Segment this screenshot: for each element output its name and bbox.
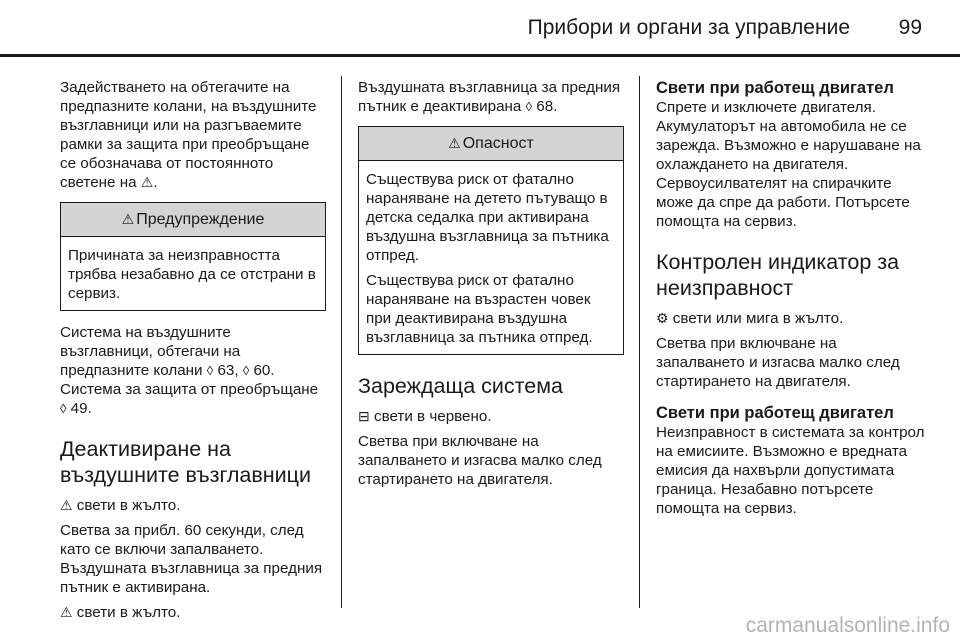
warning-text: Причината за неизправността трябва незабавно да се отстрани в сервиз. xyxy=(68,247,316,302)
airbag-icon: ⚠ xyxy=(140,174,154,190)
ref-arrow-icon: ◊ xyxy=(60,401,67,416)
status-line: ⚠ свети в жълто. xyxy=(60,604,181,621)
paragraph: Неизправност в системата за контрол на емисиите. Възможно е вредната емисия да нахвърли допустимата граница. Незабавно потърсете помощта на сервиз. xyxy=(656,424,925,517)
subheading: Свети при работещ двигател xyxy=(656,404,894,422)
page-number: 99 xyxy=(898,16,922,39)
status-line: ⊟ свети в червено. xyxy=(358,408,492,425)
section-heading: Деактивиране на въздушните възглавници xyxy=(60,437,311,487)
column-divider-2 xyxy=(639,76,640,608)
paragraph: Светва при включване на запалването и изгасва малко след стартирането на двигателя. xyxy=(358,433,602,488)
intro-paragraph: Въздушната възглавница за предния пътник е деактивирана ◊ 68. xyxy=(358,79,621,115)
ref-arrow-icon: ◊ xyxy=(242,363,250,378)
section-heading: Зареждаща система xyxy=(358,374,563,398)
header-title: Прибори и органи за управление xyxy=(527,16,850,39)
watermark: carmanualsonline.info xyxy=(745,614,950,637)
ref-link[interactable]: 60 xyxy=(253,362,271,379)
ref-link[interactable]: 63 xyxy=(217,362,235,379)
column-1 xyxy=(60,78,326,628)
danger-text-2: Съществува риск от фатално нараняване на възрастен човек при деактивирана въздушна възглавница за пътника отпред. xyxy=(366,272,593,346)
danger-title: Опасност xyxy=(462,135,534,152)
danger-box xyxy=(358,126,624,355)
warning-header xyxy=(61,203,325,237)
intro-paragraph: Задействането на обтегачите на предпазните колани, на въздушните възглавници или на разгъваемите рамки за защита при преобръщане се обозначава от постоянното светене на ⚠. xyxy=(60,79,317,191)
danger-text-1: Съществува риск от фатално нараняване на детето пътуващо в детска седалка при активирана въздушна възглавница за пътника отпред. xyxy=(366,171,609,264)
ref-arrow-icon: ◊ xyxy=(206,363,214,378)
ref-link[interactable]: 68 xyxy=(536,98,554,115)
column-2 xyxy=(358,78,624,495)
warning-icon: ⚠ xyxy=(121,211,135,227)
ref-arrow-icon: ◊ xyxy=(525,99,533,114)
airbag-on-icon: ⚠ xyxy=(60,497,73,513)
column-3 xyxy=(656,78,928,524)
airbag-off-icon: ⚠ xyxy=(60,604,73,620)
paragraph: Светва за прибл. 60 секунди, след като се включи запалването. Въздушната възглавница за предния пътник е активирана. xyxy=(60,522,323,596)
system-paragraph-1: Система на въздушните възглавници, обтегачи на предпазните колани ◊ 63, ◊ 60. xyxy=(60,324,275,379)
danger-header xyxy=(359,127,623,161)
warning-icon: ⚠ xyxy=(448,135,461,151)
warning-title: Предупреждение xyxy=(136,211,265,228)
paragraph: Спрете и изключете двигателя. Акумулаторът на автомобила не се зарежда. Възможно е нарушаване на охлаждането на двигателя. Сервоусилвателят на спирачките може да спре да работи. Потърсете помощта на сервиз. xyxy=(656,99,921,230)
battery-icon: ⊟ xyxy=(358,408,370,424)
warning-box xyxy=(60,202,326,311)
subheading: Свети при работещ двигател xyxy=(656,79,894,97)
section-heading: Контролен индикатор за неизправност xyxy=(656,250,900,300)
header-rule xyxy=(0,54,960,57)
system-paragraph-2: Система за защита от преобръщане ◊ 49. xyxy=(60,381,319,417)
paragraph: Светва при включване на запалването и изгасва малко след стартирането на двигателя. xyxy=(656,335,900,390)
status-line: ⚙ свети или мига в жълто. xyxy=(656,310,844,327)
ref-link[interactable]: 49 xyxy=(70,400,88,417)
engine-icon: ⚙ xyxy=(656,310,669,326)
status-line: ⚠ свети в жълто. xyxy=(60,497,181,514)
column-divider-1 xyxy=(341,76,342,608)
